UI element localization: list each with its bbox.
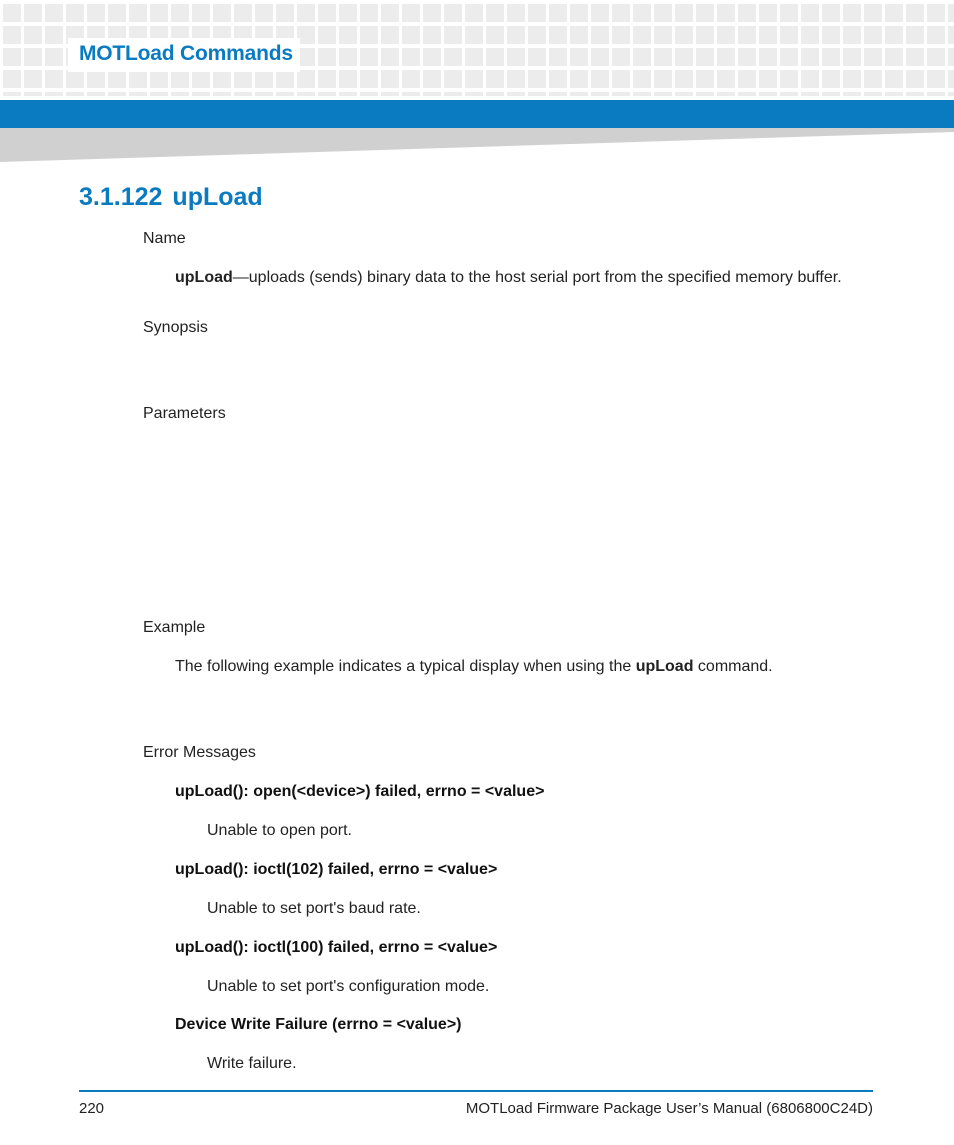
section-number: 3.1.122: [79, 183, 163, 211]
section-title: upLoad: [172, 183, 263, 211]
error-description: Unable to open port.: [207, 822, 352, 839]
error-message: upLoad(): ioctl(102) failed, errno = <value>: [175, 861, 498, 878]
label-synopsis: Synopsis: [143, 319, 208, 336]
header-blue-band: [0, 100, 954, 128]
example-text-after: command.: [693, 658, 773, 675]
footer-rule: [79, 1090, 873, 1092]
error-message: Device Write Failure (errno = <value>): [175, 1016, 462, 1033]
error-description: Unable to set port's baud rate.: [207, 900, 421, 917]
label-parameters: Parameters: [143, 405, 226, 422]
name-description: [175, 269, 842, 287]
label-error-messages: Error Messages: [143, 744, 256, 761]
header-grey-wedge: [0, 128, 954, 164]
error-description: Write failure.: [207, 1055, 297, 1072]
label-name: Name: [143, 230, 186, 247]
error-message: upLoad(): ioctl(100) failed, errno = <value>: [175, 939, 498, 956]
label-example: Example: [143, 619, 206, 636]
manual-title: MOTLoad Firmware Package User’s Manual (6806800C24D): [465, 1100, 873, 1117]
example-text-before: The following example indicates a typical display when using the: [175, 658, 636, 675]
chapter-title: MOTLoad Commands: [79, 42, 293, 65]
error-description: Unable to set port's configuration mode.: [207, 978, 490, 995]
page-number: 220: [79, 1100, 105, 1117]
example-description: [175, 658, 773, 676]
name-command: upLoad: [175, 269, 233, 286]
name-text: —uploads (sends) binary data to the host serial port from the specified memory buffer.: [232, 269, 842, 286]
example-command: upLoad: [635, 658, 694, 675]
error-message: upLoad(): open(<device>) failed, errno = <value>: [175, 783, 545, 800]
section-heading: [79, 183, 263, 212]
